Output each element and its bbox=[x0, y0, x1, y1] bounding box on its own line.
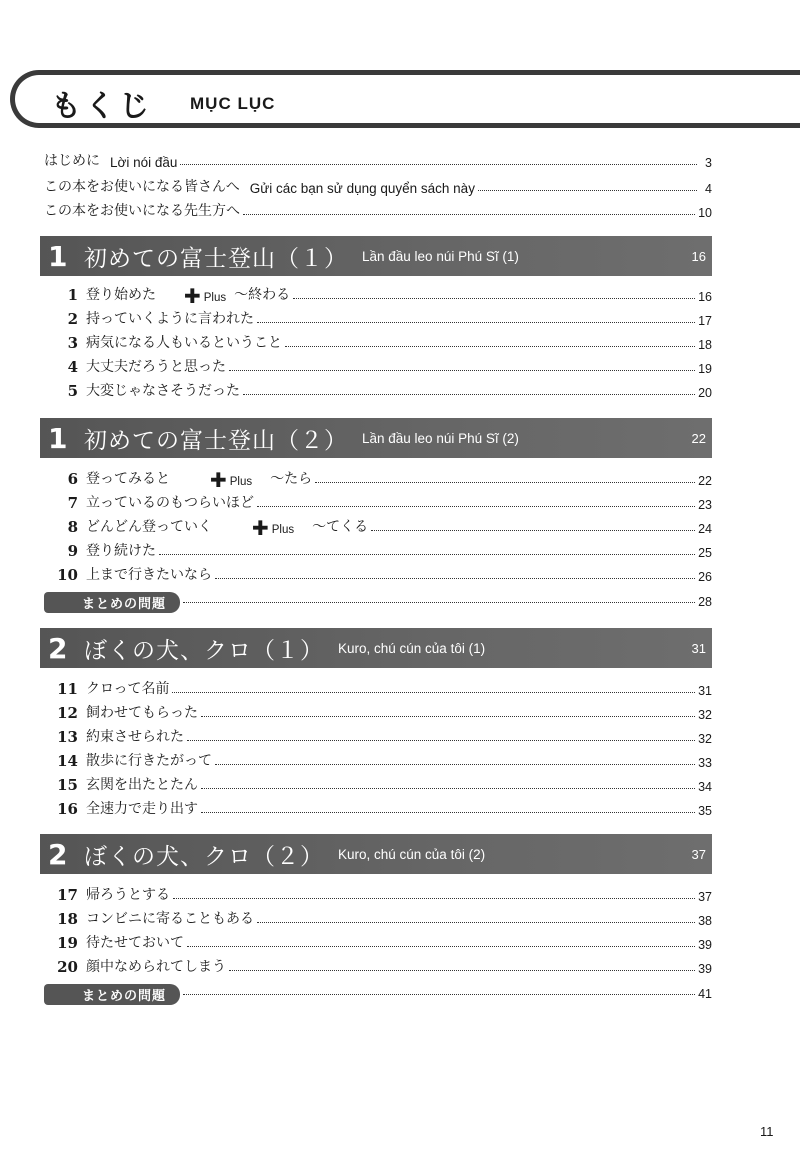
toc-title-vi: MỤC LỤC bbox=[190, 94, 276, 113]
item-number: 3 bbox=[67, 334, 78, 352]
leader-dots bbox=[257, 321, 695, 323]
page-number: 39 bbox=[698, 962, 712, 976]
intro-title-jp: はじめに bbox=[44, 153, 100, 169]
toc-item[interactable] bbox=[44, 514, 712, 540]
leader-dots bbox=[293, 297, 695, 299]
item-title: 全速力で走り出す bbox=[86, 801, 198, 817]
leader-dots bbox=[172, 691, 695, 693]
item-title: 立っているのもつらいほど bbox=[86, 495, 254, 511]
section-band[interactable] bbox=[40, 628, 712, 668]
item-number: 2 bbox=[67, 310, 78, 328]
toc-item[interactable] bbox=[44, 954, 712, 976]
toc-item[interactable] bbox=[44, 306, 712, 328]
page-number: 23 bbox=[698, 498, 712, 512]
plus-form: ～たら bbox=[270, 471, 313, 487]
item-title: 待たせておいて bbox=[86, 935, 184, 951]
item-number: 1 bbox=[67, 286, 78, 304]
page-number: 19 bbox=[698, 362, 712, 376]
intro-title-jp: この本をお使いになる皆さんへ bbox=[44, 179, 240, 195]
item-number: 13 bbox=[57, 728, 78, 746]
section-subtitle: Kuro, chú cún của tôi (1) bbox=[338, 640, 486, 656]
toc-item[interactable] bbox=[44, 906, 712, 928]
page-number: 31 bbox=[698, 684, 712, 698]
toc-item[interactable] bbox=[44, 562, 712, 584]
item-number: 20 bbox=[57, 958, 78, 976]
intro-entry[interactable] bbox=[44, 174, 712, 196]
item-number: 16 bbox=[57, 800, 78, 818]
leader-dots bbox=[180, 163, 697, 165]
page-number: 37 bbox=[698, 890, 712, 904]
toc-item[interactable] bbox=[44, 282, 712, 308]
section-subtitle: Lần đầu leo núi Phú Sĩ (1) bbox=[362, 248, 519, 264]
leader-dots bbox=[285, 345, 695, 347]
leader-dots bbox=[215, 763, 695, 765]
section-page: 16 bbox=[691, 248, 706, 264]
toc-item[interactable] bbox=[44, 724, 712, 746]
page-number: 10 bbox=[698, 206, 712, 220]
page-number: 18 bbox=[698, 338, 712, 352]
toc-item[interactable] bbox=[44, 930, 712, 952]
item-number: 19 bbox=[57, 934, 78, 952]
item-number: 7 bbox=[67, 494, 78, 512]
section-page: 37 bbox=[691, 846, 706, 862]
review-entry[interactable] bbox=[44, 592, 712, 612]
toc-item[interactable] bbox=[44, 772, 712, 794]
section-number: 1 bbox=[48, 239, 68, 273]
page-number: 35 bbox=[698, 804, 712, 818]
page-number: 20 bbox=[698, 386, 712, 400]
plus-icon: ✚ bbox=[210, 468, 227, 492]
page-number: 24 bbox=[698, 522, 712, 536]
section-subtitle: Kuro, chú cún của tôi (2) bbox=[338, 846, 486, 862]
section-band[interactable] bbox=[40, 236, 712, 276]
item-title: 飼わせてもらった bbox=[86, 705, 198, 721]
item-number: 14 bbox=[57, 752, 78, 770]
item-title: 大丈夫だろうと思った bbox=[86, 359, 226, 375]
toc-item[interactable] bbox=[44, 330, 712, 352]
item-number: 18 bbox=[57, 910, 78, 928]
page-number: 32 bbox=[698, 732, 712, 746]
item-title: 病気になる人もいるということ bbox=[86, 335, 282, 351]
section-number: 1 bbox=[48, 421, 68, 455]
item-title: 帰ろうとする bbox=[86, 887, 170, 903]
page-number: 25 bbox=[698, 546, 712, 560]
leader-dots bbox=[371, 529, 695, 531]
leader-dots bbox=[183, 993, 695, 995]
item-title: 登り始めた bbox=[86, 287, 156, 303]
leader-dots bbox=[201, 787, 695, 789]
leader-dots bbox=[243, 213, 695, 215]
item-number: 17 bbox=[57, 886, 78, 904]
page-number: 17 bbox=[698, 314, 712, 328]
toc-header bbox=[10, 70, 800, 128]
plus-icon: ✚ bbox=[252, 516, 269, 540]
item-number: 10 bbox=[57, 566, 78, 584]
section-band[interactable] bbox=[40, 834, 712, 874]
page-number: 41 bbox=[698, 987, 712, 1001]
item-title: クロって名前 bbox=[86, 681, 170, 697]
leader-dots bbox=[173, 897, 695, 899]
item-title: 登り続けた bbox=[86, 543, 156, 559]
leader-dots bbox=[187, 739, 695, 741]
item-number: 5 bbox=[67, 382, 78, 400]
toc-item[interactable] bbox=[44, 748, 712, 770]
plus-label: Plus bbox=[229, 476, 253, 488]
leader-dots bbox=[478, 189, 697, 191]
page-number: 16 bbox=[698, 290, 712, 304]
section-title: 初めての富士登山（２） bbox=[84, 427, 348, 454]
toc-item[interactable] bbox=[44, 700, 712, 722]
section-number: 2 bbox=[48, 631, 68, 665]
leader-dots bbox=[215, 577, 695, 579]
leader-dots bbox=[183, 601, 695, 603]
item-title: 玄関を出たとたん bbox=[86, 777, 198, 793]
page-number: 33 bbox=[698, 756, 712, 770]
item-title: 上まで行きたいなら bbox=[86, 567, 212, 583]
section-page: 31 bbox=[691, 640, 706, 656]
toc-item[interactable] bbox=[44, 796, 712, 818]
item-title: 持っていくように言われた bbox=[86, 311, 254, 327]
page-number: 32 bbox=[698, 708, 712, 722]
section-band[interactable] bbox=[40, 418, 712, 458]
item-number: 15 bbox=[57, 776, 78, 794]
item-number: 4 bbox=[67, 358, 78, 376]
leader-dots bbox=[187, 945, 695, 947]
page-number: 3 bbox=[705, 156, 712, 170]
leader-dots bbox=[257, 505, 695, 507]
toc-item[interactable] bbox=[44, 676, 712, 698]
item-title: 登ってみると bbox=[86, 471, 170, 487]
toc-item[interactable] bbox=[44, 354, 712, 376]
review-label: まとめの問題 bbox=[44, 592, 180, 613]
item-title: コンビニに寄ることもある bbox=[86, 911, 254, 927]
plus-label: Plus bbox=[271, 524, 295, 536]
intro-entry[interactable] bbox=[44, 198, 712, 220]
item-number: 6 bbox=[67, 470, 78, 488]
page-number: 28 bbox=[698, 595, 712, 609]
intro-entry[interactable] bbox=[44, 148, 712, 170]
section-title: ぼくの犬、クロ（２） bbox=[84, 843, 324, 870]
page-number: 38 bbox=[698, 914, 712, 928]
page-number: 4 bbox=[705, 182, 712, 196]
page-number: 39 bbox=[698, 938, 712, 952]
leader-dots bbox=[201, 715, 695, 717]
toc-item[interactable] bbox=[44, 490, 712, 512]
item-title: どんどん登っていく bbox=[86, 519, 212, 535]
toc-title-jp: もくじ bbox=[51, 89, 153, 124]
item-title: 約束させられた bbox=[86, 729, 184, 745]
review-entry[interactable] bbox=[44, 984, 712, 1004]
review-label: まとめの問題 bbox=[44, 984, 180, 1005]
leader-dots bbox=[229, 369, 695, 371]
section-title: ぼくの犬、クロ（１） bbox=[84, 637, 324, 664]
toc-item[interactable] bbox=[44, 466, 712, 492]
page-number: 34 bbox=[698, 780, 712, 794]
item-title: 顔中なめられてしまう bbox=[86, 959, 226, 975]
item-title: 散歩に行きたがって bbox=[86, 753, 212, 769]
leader-dots bbox=[229, 969, 695, 971]
leader-dots bbox=[201, 811, 695, 813]
intro-title-vi: Lời nói đầu bbox=[110, 155, 178, 170]
leader-dots bbox=[257, 921, 695, 923]
page-number: 22 bbox=[698, 474, 712, 488]
plus-label: Plus bbox=[203, 292, 227, 304]
item-number: 8 bbox=[67, 518, 78, 536]
section-page: 22 bbox=[691, 430, 706, 446]
page-folio: 11 bbox=[760, 1124, 774, 1139]
item-number: 9 bbox=[67, 542, 78, 560]
plus-icon: ✚ bbox=[184, 284, 201, 308]
plus-form: ～終わる bbox=[234, 287, 291, 303]
leader-dots bbox=[315, 481, 695, 483]
page-number: 26 bbox=[698, 570, 712, 584]
item-number: 11 bbox=[57, 680, 78, 698]
plus-form: ～てくる bbox=[312, 519, 369, 535]
toc-item[interactable] bbox=[44, 538, 712, 560]
section-number: 2 bbox=[48, 837, 68, 871]
item-title: 大変じゃなさそうだった bbox=[86, 383, 240, 399]
leader-dots bbox=[159, 553, 695, 555]
leader-dots bbox=[243, 393, 695, 395]
section-subtitle: Lần đầu leo núi Phú Sĩ (2) bbox=[362, 430, 519, 446]
section-title: 初めての富士登山（１） bbox=[84, 245, 348, 272]
toc-item[interactable] bbox=[44, 378, 712, 400]
intro-title-jp: この本をお使いになる先生方へ bbox=[44, 203, 240, 219]
intro-title-vi: Gửi các bạn sử dụng quyển sách này bbox=[249, 181, 475, 196]
toc-item[interactable] bbox=[44, 882, 712, 904]
item-number: 12 bbox=[57, 704, 78, 722]
